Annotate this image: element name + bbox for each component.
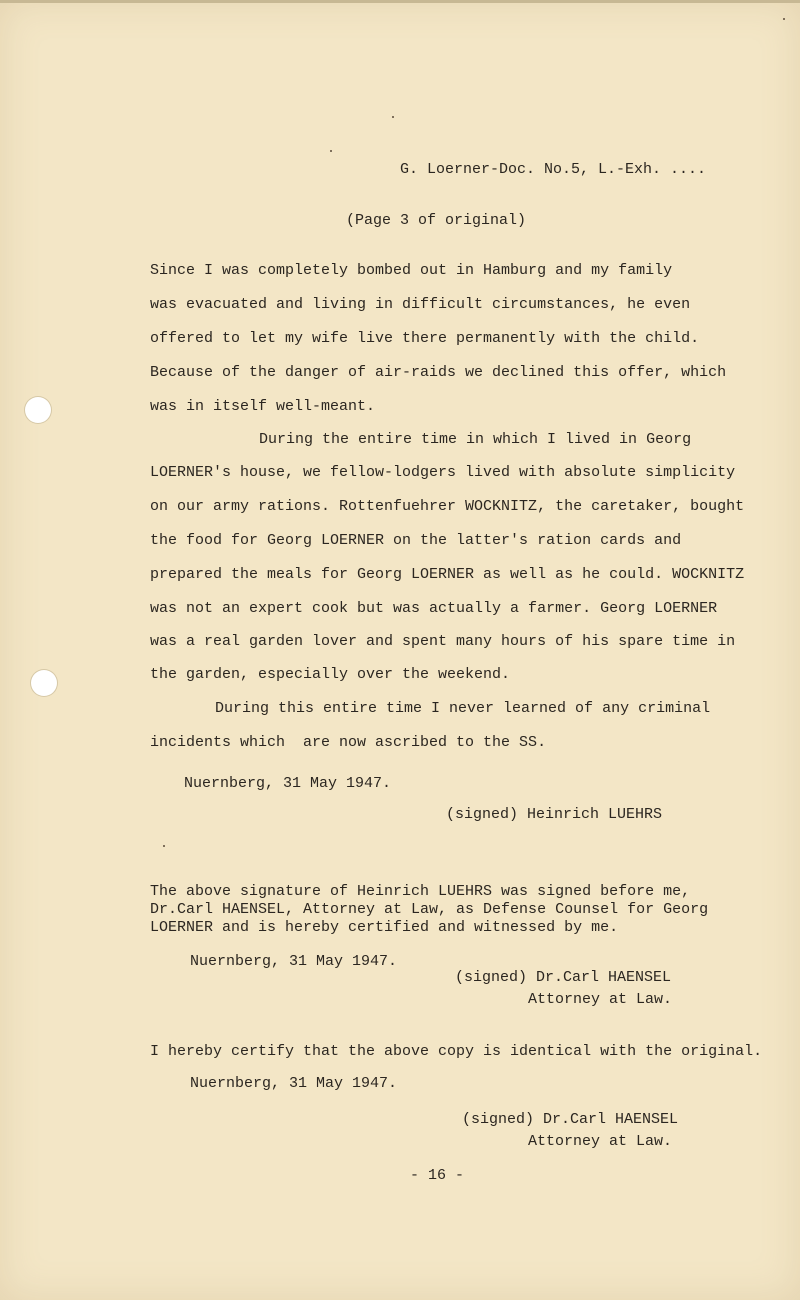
paper-speck (392, 116, 394, 118)
body-line: on our army rations. Rottenfuehrer WOCKNITZ, the caretaker, bought (150, 498, 745, 515)
body-line: the food for Georg LOERNER on the latter's ration cards and (150, 532, 682, 549)
document-reference: G. Loerner-Doc. No.5, L.-Exh. .... (400, 161, 707, 178)
body-line: During this entire time I never learned of any criminal (215, 700, 711, 717)
certification-line: LOERNER and is hereby certified and witnessed by me. (150, 919, 619, 936)
declaration-place-date: Nuernberg, 31 May 1947. (184, 775, 392, 792)
body-line: was a real garden lover and spent many hours of his spare time in (150, 633, 736, 650)
certifier-signature: (signed) Dr.Carl HAENSEL (455, 969, 672, 986)
body-line: offered to let my wife live there permanently with the child. (150, 330, 700, 347)
body-line: was not an expert cook but was actually a farmer. Georg LOERNER (150, 600, 718, 617)
page-top-edge (0, 0, 800, 3)
paper-speck (330, 150, 332, 152)
certification-line: Dr.Carl HAENSEL, Attorney at Law, as Defense Counsel for Georg (150, 901, 709, 918)
certification-place-date: Nuernberg, 31 May 1947. (190, 953, 398, 970)
punch-hole-lower (31, 670, 57, 696)
body-line: prepared the meals for Georg LOERNER as well as he could. WOCKNITZ (150, 566, 745, 583)
copy-certification-statement: I hereby certify that the above copy is identical with the original. (150, 1043, 763, 1060)
copy-certifier-signature: (signed) Dr.Carl HAENSEL (462, 1111, 679, 1128)
page-number: - 16 - (410, 1167, 465, 1184)
punch-hole-upper (25, 397, 51, 423)
paper-speck (783, 18, 785, 20)
body-line: incidents which are now ascribed to the SS. (150, 734, 547, 751)
certifier-title: Attorney at Law. (528, 991, 673, 1008)
paper-speck (163, 845, 165, 847)
body-line: During the entire time in which I lived in Georg (259, 431, 692, 448)
body-line: the garden, especially over the weekend. (150, 666, 511, 683)
body-line: Since I was completely bombed out in Hamburg and my family (150, 262, 673, 279)
body-line: LOERNER's house, we fellow-lodgers lived with absolute simplicity (150, 464, 736, 481)
body-line: was in itself well-meant. (150, 398, 376, 415)
copy-certification-place-date: Nuernberg, 31 May 1947. (190, 1075, 398, 1092)
original-page-note: (Page 3 of original) (346, 212, 527, 229)
copy-certifier-title: Attorney at Law. (528, 1133, 673, 1150)
body-line: was evacuated and living in difficult circumstances, he even (150, 296, 691, 313)
body-line: Because of the danger of air-raids we declined this offer, which (150, 364, 727, 381)
declarant-signature: (signed) Heinrich LUEHRS (446, 806, 663, 823)
certification-line: The above signature of Heinrich LUEHRS was signed before me, (150, 883, 691, 900)
